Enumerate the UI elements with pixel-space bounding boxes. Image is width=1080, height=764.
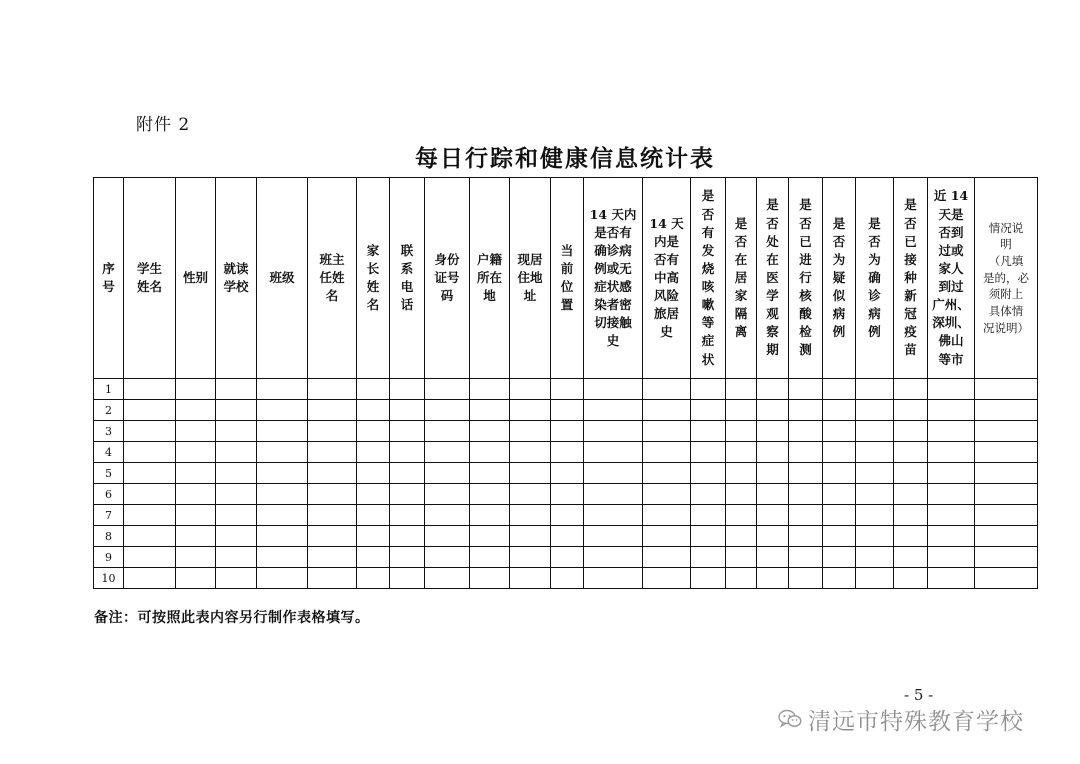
table-cell[interactable] (691, 421, 726, 442)
table-cell[interactable] (551, 484, 584, 505)
table-cell[interactable] (928, 484, 975, 505)
table-cell[interactable] (470, 379, 510, 400)
table-cell[interactable] (757, 484, 789, 505)
table-cell[interactable] (390, 421, 425, 442)
table-row (94, 547, 1038, 568)
header-cell: 是 否 为 疑 似 病 例 (823, 178, 856, 379)
table-cell[interactable] (975, 484, 1038, 505)
table-cell[interactable] (176, 568, 216, 589)
table-cell[interactable] (584, 505, 643, 526)
header-cell: 是 否 已 接 种 新 冠 疫 苗 (894, 178, 928, 379)
table-cell[interactable] (216, 484, 257, 505)
table-cell[interactable] (894, 400, 928, 421)
table-cell[interactable] (425, 421, 470, 442)
table-cell[interactable] (975, 442, 1038, 463)
page-number: - 5 - (904, 686, 934, 704)
table-cell[interactable] (124, 463, 176, 484)
table-cell[interactable] (470, 463, 510, 484)
table-cell[interactable] (216, 421, 257, 442)
table-cell[interactable] (726, 568, 757, 589)
table-cell[interactable] (789, 547, 823, 568)
table-cell[interactable] (551, 526, 584, 547)
table-cell[interactable] (470, 547, 510, 568)
table-cell[interactable] (856, 484, 894, 505)
table-cell[interactable] (510, 484, 551, 505)
table-cell[interactable] (176, 484, 216, 505)
table-cell[interactable] (691, 526, 726, 547)
table-cell[interactable] (789, 526, 823, 547)
row-number-cell: 8 (94, 526, 124, 547)
table-cell[interactable] (308, 505, 357, 526)
watermark (778, 704, 1024, 734)
table-cell[interactable] (643, 505, 691, 526)
table-cell[interactable] (308, 379, 357, 400)
header-cell: 身份 证号 码 (425, 178, 470, 379)
table-cell[interactable] (216, 463, 257, 484)
table-cell[interactable] (726, 379, 757, 400)
table-cell[interactable] (425, 442, 470, 463)
table-cell[interactable] (257, 526, 308, 547)
table-cell[interactable] (789, 400, 823, 421)
table-cell[interactable] (357, 442, 390, 463)
table-cell[interactable] (357, 421, 390, 442)
table-cell[interactable] (928, 505, 975, 526)
row-number-cell: 3 (94, 421, 124, 442)
header-cell: 学生 姓名 (124, 178, 176, 379)
table-cell[interactable] (257, 568, 308, 589)
table-cell[interactable] (789, 463, 823, 484)
table-cell[interactable] (357, 568, 390, 589)
header-cell: 班主 任姓 名 (308, 178, 357, 379)
table-cell[interactable] (308, 400, 357, 421)
table-cell[interactable] (390, 484, 425, 505)
table-cell[interactable] (124, 400, 176, 421)
table-cell[interactable] (425, 400, 470, 421)
table-cell[interactable] (928, 547, 975, 568)
table-cell[interactable] (726, 526, 757, 547)
table-cell[interactable] (425, 568, 470, 589)
table-cell[interactable] (425, 463, 470, 484)
table-cell[interactable] (894, 442, 928, 463)
table-cell[interactable] (643, 547, 691, 568)
table-cell[interactable] (894, 568, 928, 589)
row-number-cell: 4 (94, 442, 124, 463)
table-cell[interactable] (856, 421, 894, 442)
table-cell[interactable] (216, 442, 257, 463)
table-cell[interactable] (308, 547, 357, 568)
table-cell[interactable] (510, 568, 551, 589)
table-cell[interactable] (357, 463, 390, 484)
table-cell[interactable] (691, 379, 726, 400)
table-cell[interactable] (357, 400, 390, 421)
table-cell[interactable] (257, 421, 308, 442)
table-cell[interactable] (691, 463, 726, 484)
table-cell[interactable] (551, 442, 584, 463)
table-cell[interactable] (691, 547, 726, 568)
table-cell[interactable] (975, 400, 1038, 421)
table-row (94, 400, 1038, 421)
table-cell[interactable] (470, 400, 510, 421)
table-cell[interactable] (856, 463, 894, 484)
header-cell: 近 14 天是 否到 过或 家人 到过 广州、 深圳、 佛山 等市 (928, 178, 975, 379)
table-cell[interactable] (856, 505, 894, 526)
table-cell[interactable] (584, 484, 643, 505)
table-cell[interactable] (510, 463, 551, 484)
table-cell[interactable] (257, 505, 308, 526)
header-cell: 是 否 为 确 诊 病 例 (856, 178, 894, 379)
footnote: 备注：可按照此表内容另行制作表格填写。 (94, 610, 370, 626)
table-cell[interactable] (176, 505, 216, 526)
table-cell[interactable] (551, 463, 584, 484)
table-cell[interactable] (216, 568, 257, 589)
table-cell[interactable] (551, 568, 584, 589)
row-number-cell: 2 (94, 400, 124, 421)
table-cell[interactable] (124, 568, 176, 589)
table-cell[interactable] (510, 379, 551, 400)
table-cell[interactable] (726, 400, 757, 421)
table-cell[interactable] (691, 505, 726, 526)
row-number-cell: 10 (94, 568, 124, 589)
table-cell[interactable] (216, 379, 257, 400)
table-cell[interactable] (176, 379, 216, 400)
table-cell[interactable] (789, 421, 823, 442)
table-row (94, 568, 1038, 589)
table-cell[interactable] (975, 547, 1038, 568)
table-cell[interactable] (390, 547, 425, 568)
table-cell[interactable] (856, 526, 894, 547)
table-cell[interactable] (691, 400, 726, 421)
table-cell[interactable] (357, 505, 390, 526)
table-cell[interactable] (856, 400, 894, 421)
table-cell[interactable] (425, 505, 470, 526)
header-cell: 就读 学校 (216, 178, 257, 379)
table-cell[interactable] (894, 526, 928, 547)
table-cell[interactable] (357, 547, 390, 568)
table-cell[interactable] (856, 568, 894, 589)
table-cell[interactable] (757, 526, 789, 547)
table-cell[interactable] (308, 484, 357, 505)
table-cell[interactable] (643, 379, 691, 400)
row-number-cell: 5 (94, 463, 124, 484)
table-cell[interactable] (856, 442, 894, 463)
table-cell[interactable] (390, 568, 425, 589)
table-cell[interactable] (928, 442, 975, 463)
table-cell[interactable] (425, 526, 470, 547)
table-cell[interactable] (357, 526, 390, 547)
table-cell[interactable] (726, 421, 757, 442)
table-cell[interactable] (470, 484, 510, 505)
table-cell[interactable] (975, 526, 1038, 547)
table-cell[interactable] (390, 526, 425, 547)
table-cell[interactable] (176, 442, 216, 463)
table-cell[interactable] (510, 505, 551, 526)
table-cell[interactable] (894, 463, 928, 484)
header-cell: 是 否 有 发 烧 咳 嗽 等 症 状 (691, 178, 726, 379)
table-cell[interactable] (510, 526, 551, 547)
table-cell[interactable] (176, 421, 216, 442)
table-cell[interactable] (124, 379, 176, 400)
table-cell[interactable] (470, 568, 510, 589)
table-cell[interactable] (726, 463, 757, 484)
table-cell[interactable] (823, 421, 856, 442)
row-number-cell: 9 (94, 547, 124, 568)
table-cell[interactable] (856, 379, 894, 400)
table-cell[interactable] (390, 505, 425, 526)
table-cell[interactable] (823, 379, 856, 400)
table-cell[interactable] (894, 484, 928, 505)
table-cell[interactable] (789, 568, 823, 589)
table-cell[interactable] (176, 463, 216, 484)
table-cell[interactable] (584, 526, 643, 547)
header-cell: 性别 (176, 178, 216, 379)
table-cell[interactable] (643, 400, 691, 421)
table-cell[interactable] (308, 526, 357, 547)
table-cell[interactable] (257, 463, 308, 484)
header-cell: 户籍 所在 地 (470, 178, 510, 379)
table-cell[interactable] (176, 400, 216, 421)
table-cell[interactable] (551, 400, 584, 421)
table-cell[interactable] (308, 442, 357, 463)
table-row (94, 421, 1038, 442)
table-cell[interactable] (510, 421, 551, 442)
table-cell[interactable] (726, 484, 757, 505)
table-cell[interactable] (257, 484, 308, 505)
table-cell[interactable] (357, 379, 390, 400)
table-cell[interactable] (216, 526, 257, 547)
header-cell-remarks: 情况说 明 （凡填 是的，必 须附上 具体情 况说明） (975, 178, 1038, 379)
table-cell[interactable] (584, 568, 643, 589)
table-row (94, 526, 1038, 547)
table-cell[interactable] (308, 421, 357, 442)
table-cell[interactable] (124, 547, 176, 568)
table-cell[interactable] (216, 505, 257, 526)
table-cell[interactable] (257, 400, 308, 421)
table-cell[interactable] (726, 505, 757, 526)
header-cell: 序 号 (94, 178, 124, 379)
table-cell[interactable] (425, 484, 470, 505)
table-cell[interactable] (757, 379, 789, 400)
table-cell[interactable] (823, 463, 856, 484)
table-cell[interactable] (390, 400, 425, 421)
table-cell[interactable] (551, 547, 584, 568)
table-cell[interactable] (124, 505, 176, 526)
header-cell: 是 否 处 在 医 学 观 察 期 (757, 178, 789, 379)
table-cell[interactable] (757, 505, 789, 526)
table-cell[interactable] (928, 568, 975, 589)
header-cell: 14 天 内是 否有 中高 风险 旅居 史 (643, 178, 691, 379)
table-cell[interactable] (470, 526, 510, 547)
table-cell[interactable] (390, 379, 425, 400)
table-cell[interactable] (216, 400, 257, 421)
table-cell[interactable] (551, 379, 584, 400)
table-cell[interactable] (823, 442, 856, 463)
table-cell[interactable] (257, 442, 308, 463)
table-cell[interactable] (584, 547, 643, 568)
table-cell[interactable] (691, 442, 726, 463)
table-cell[interactable] (928, 463, 975, 484)
table-cell[interactable] (823, 400, 856, 421)
header-cell: 14 天内 是否有 确诊病 例或无 症状感 染者密 切接触 史 (584, 178, 643, 379)
table-cell[interactable] (124, 421, 176, 442)
header-cell: 家 长 姓 名 (357, 178, 390, 379)
table-cell[interactable] (928, 421, 975, 442)
table-cell[interactable] (691, 568, 726, 589)
table-header-row (94, 178, 1038, 379)
table-cell[interactable] (894, 547, 928, 568)
table-cell[interactable] (124, 442, 176, 463)
header-cell: 当 前 位 置 (551, 178, 584, 379)
table-cell[interactable] (584, 379, 643, 400)
table-cell[interactable] (789, 505, 823, 526)
header-cell: 是 否 在 居 家 隔 离 (726, 178, 757, 379)
header-cell: 班级 (257, 178, 308, 379)
table-cell[interactable] (176, 547, 216, 568)
row-number-cell: 7 (94, 505, 124, 526)
table-cell[interactable] (975, 421, 1038, 442)
header-cell: 联 系 电 话 (390, 178, 425, 379)
table-cell[interactable] (643, 484, 691, 505)
table-cell[interactable] (757, 568, 789, 589)
table-cell[interactable] (643, 463, 691, 484)
table-cell[interactable] (789, 484, 823, 505)
table-cell[interactable] (928, 400, 975, 421)
table-cell[interactable] (257, 379, 308, 400)
table-cell[interactable] (124, 526, 176, 547)
table-cell[interactable] (510, 547, 551, 568)
table-row (94, 484, 1038, 505)
table-cell[interactable] (551, 505, 584, 526)
health-info-table (93, 177, 1038, 589)
table-cell[interactable] (726, 547, 757, 568)
table-cell[interactable] (757, 547, 789, 568)
table-cell[interactable] (584, 400, 643, 421)
table-cell[interactable] (823, 568, 856, 589)
table-cell[interactable] (928, 379, 975, 400)
attachment-label: 附件 2 (136, 115, 191, 135)
table-cell[interactable] (726, 442, 757, 463)
table-cell[interactable] (823, 526, 856, 547)
table-cell[interactable] (390, 463, 425, 484)
table-cell[interactable] (390, 442, 425, 463)
table-row (94, 505, 1038, 526)
table-cell[interactable] (470, 505, 510, 526)
table-cell[interactable] (975, 463, 1038, 484)
table-cell[interactable] (551, 421, 584, 442)
table-cell[interactable] (308, 463, 357, 484)
table-cell[interactable] (928, 526, 975, 547)
header-cell: 现居 住地 址 (510, 178, 551, 379)
table-cell[interactable] (975, 505, 1038, 526)
table-row (94, 463, 1038, 484)
table-cell[interactable] (823, 547, 856, 568)
table-cell[interactable] (257, 547, 308, 568)
table-cell[interactable] (510, 442, 551, 463)
table-row (94, 442, 1038, 463)
table-cell[interactable] (643, 421, 691, 442)
table-cell[interactable] (894, 379, 928, 400)
table-cell[interactable] (216, 547, 257, 568)
row-number-cell: 6 (94, 484, 124, 505)
table-cell[interactable] (425, 547, 470, 568)
table-cell[interactable] (757, 400, 789, 421)
table-cell[interactable] (823, 484, 856, 505)
table-cell[interactable] (975, 568, 1038, 589)
table-cell[interactable] (856, 547, 894, 568)
table-cell[interactable] (757, 421, 789, 442)
table-cell[interactable] (176, 526, 216, 547)
page-title: 每日行踪和健康信息统计表 (415, 145, 715, 172)
table-cell[interactable] (789, 379, 823, 400)
table-cell[interactable] (894, 505, 928, 526)
wechat-icon (778, 709, 802, 729)
table-cell[interactable] (975, 379, 1038, 400)
table-cell[interactable] (124, 484, 176, 505)
table-cell[interactable] (308, 568, 357, 589)
table-cell[interactable] (510, 400, 551, 421)
row-number-cell: 1 (94, 379, 124, 400)
table-cell[interactable] (823, 505, 856, 526)
table-cell[interactable] (894, 421, 928, 442)
table-cell[interactable] (789, 442, 823, 463)
watermark-text: 清远市特殊教育学校 (808, 708, 1024, 735)
table-cell[interactable] (470, 421, 510, 442)
table-cell[interactable] (757, 442, 789, 463)
table-cell[interactable] (643, 568, 691, 589)
table-cell[interactable] (584, 442, 643, 463)
table-cell[interactable] (691, 484, 726, 505)
table-cell[interactable] (643, 526, 691, 547)
table-cell[interactable] (584, 463, 643, 484)
table-cell[interactable] (357, 484, 390, 505)
table-row (94, 379, 1038, 400)
table-cell[interactable] (470, 442, 510, 463)
table-cell[interactable] (584, 421, 643, 442)
header-cell: 是 否 已 进 行 核 酸 检 测 (789, 178, 823, 379)
table-cell[interactable] (425, 379, 470, 400)
table-body (94, 379, 1038, 589)
table-cell[interactable] (757, 463, 789, 484)
table-cell[interactable] (643, 442, 691, 463)
